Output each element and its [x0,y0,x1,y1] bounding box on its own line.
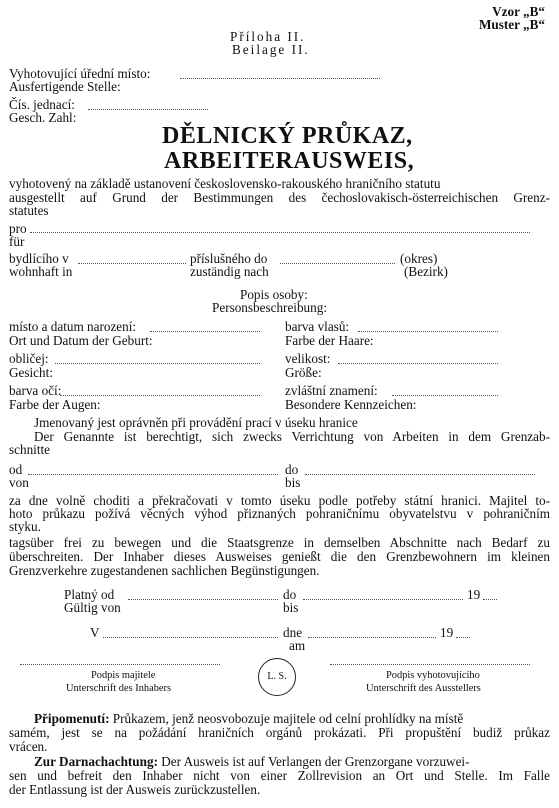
section-from-label-de: von [9,475,29,490]
valid-from-field [128,599,278,600]
holder-label-cz: pro [9,221,27,236]
issuer-signature-line [330,664,530,665]
note-de-line1 [34,755,550,769]
note-cz-heading: Připomenutí: [34,711,110,726]
face-field [55,363,260,364]
domicile-label-de: zuständig nach [190,264,269,279]
reference-number-label-cz: Čís. jednací: [9,97,75,112]
note-cz-line1-text: Průkazem, jenž neosvobozuje majitele od celní prohlídky na místě [112,711,464,726]
hair-label-cz: barva vlasů: [285,319,350,334]
rights-text-cz-line1: za dne volně choditi a překračovati v tomto úseku podle potřeby státní hranici. Majitel to- [9,493,550,508]
district-label-cz: (okres) [400,251,438,266]
seal-label: L. S. [267,671,287,682]
annex-label-cz: Příloha II. [230,29,306,44]
date-label-de: am [289,638,306,653]
reference-number-field [88,109,208,110]
section-to-label-de: bis [285,475,301,490]
domicile-label-cz: příslušného do [190,251,268,266]
eyes-label-de: Farbe der Augen: [9,397,101,412]
official-seal [258,658,296,696]
valid-year-field [483,599,497,600]
marks-label-cz: zvláštní znamení: [285,383,378,398]
intro-text-de-line2: statutes [9,203,49,218]
authorization-text-cz: Jmenovaný jest oprávněn při provádění prací v úseku hranice [34,415,358,430]
date-year-prefix: 19 [440,625,454,640]
holder-name-field [30,232,530,233]
section-from-field [28,474,278,475]
place-label: V [90,625,100,640]
valid-from-label-de: Gültig von [64,600,121,615]
note-de-heading: Zur Darnachachtung: [34,754,158,769]
document-title-cz: DĚLNICKÝ PRŮKAZ, [162,123,413,149]
valid-from-label-cz: Platný od [64,587,115,602]
height-field [338,363,498,364]
section-to-label-cz: do [285,462,299,477]
birth-label-cz: místo a datum narození: [9,319,137,334]
note-cz-line2: samém, jest se na požádání hraničních orgánů prokázati. Při propuštění budiž průkaz [9,725,550,740]
note-de-line1-text: Der Ausweis ist auf Verlangen der Grenzorgane vorzuwei- [161,754,470,769]
birth-label-de: Ort und Datum der Geburt: [9,333,153,348]
holder-label-de: für [9,234,25,249]
domicile-field [280,263,395,264]
residence-label-cz: bydlícího v [9,251,69,266]
issuing-office-label-de: Ausfertigende Stelle: [9,79,121,94]
issuer-signature-label-de: Unterschrift des Ausstellers [366,683,481,694]
valid-to-field [303,599,463,600]
holder-signature-line [20,664,220,665]
face-label-de: Gesicht: [9,365,53,380]
rights-text-de-line2: überschreiten. Der Inhaber dieses Ausweises genießt die den Grenzbewohnern im kleinen [9,549,550,564]
note-cz-line1 [34,712,550,726]
date-label-cz: dne [283,625,303,640]
birth-field [150,331,260,332]
rights-text-de-line1: tagsüber frei zu bewegen und die Staatsgrenze in demselben Abschnitte nach Bedarf zu [9,535,550,550]
eyes-field [60,395,260,396]
holder-signature-label-cz: Podpis majitele [91,670,156,681]
rights-text-de-line3: Grenzverkehre zugestandenen sachlichen Begünstigungen. [9,563,320,578]
note-cz-line3: vrácen. [9,739,48,754]
face-label-cz: obličej: [9,351,49,366]
valid-to-label-de: bis [283,600,299,615]
marks-label-de: Besondere Kennzeichen: [285,397,417,412]
description-title-cz: Popis osoby: [240,287,308,302]
issuing-office-label-cz: Vyhotovující úřední místo: [9,66,151,81]
height-label-de: Größe: [285,365,322,380]
holder-signature-label-de: Unterschrift des Inhabers [66,683,172,694]
description-title-de: Personsbeschreibung: [212,300,328,315]
section-to-field [305,474,535,475]
issuer-signature-label-cz: Podpis vyhotovujícího [386,670,480,681]
district-label-de: (Bezirk) [404,264,448,279]
reference-number-label-de: Gesch. Zahl: [9,110,77,125]
note-de-line3: der Entlassung ist der Ausweis zurückzustellen. [9,782,261,797]
note-de-line2: sen und befreit den Inhaber nicht von einer Zollrevision an Ort und Stelle. Im Falle [9,768,550,783]
authorization-text-de-line2: schnitte [9,442,51,457]
model-label-de: Muster „B“ [478,17,545,32]
residence-field [78,263,186,264]
authorization-text-de-line1: Der Genannte ist berechtigt, sich zwecks Verrichtung von Arbeiten in dem Grenzab- [34,429,550,444]
place-field [103,637,278,638]
section-from-label-cz: od [9,462,23,477]
document-title-de: ARBEITERAUSWEIS, [164,148,415,174]
height-label-cz: velikost: [285,351,331,366]
eyes-label-cz: barva očí: [9,383,62,398]
issuing-office-field [180,78,380,79]
hair-field [358,331,498,332]
marks-field [392,395,498,396]
model-label-cz: Vzor „B“ [492,4,545,19]
date-year-field [456,637,470,638]
hair-label-de: Farbe der Haare: [285,333,374,348]
intro-text-cz: vyhotovený na základě ustanovení československo-rakouského hraničního statutu [9,176,441,191]
date-field [308,637,436,638]
annex-label-de: Beilage II. [232,42,310,57]
rights-text-cz-line2: hoto průkazu požívá věcných výhod přiznaných pohraničnímu obyvatelstvu v pohraničním [9,506,550,521]
valid-year-prefix: 19 [467,587,481,602]
residence-label-de: wohnhaft in [9,264,73,279]
intro-text-de-line1: ausgestellt auf Grund der Bestimmungen des čechoslovakisch-österreichischen Grenz- [9,190,550,205]
rights-text-cz-line3: styku. [9,519,41,534]
valid-to-label-cz: do [283,587,297,602]
